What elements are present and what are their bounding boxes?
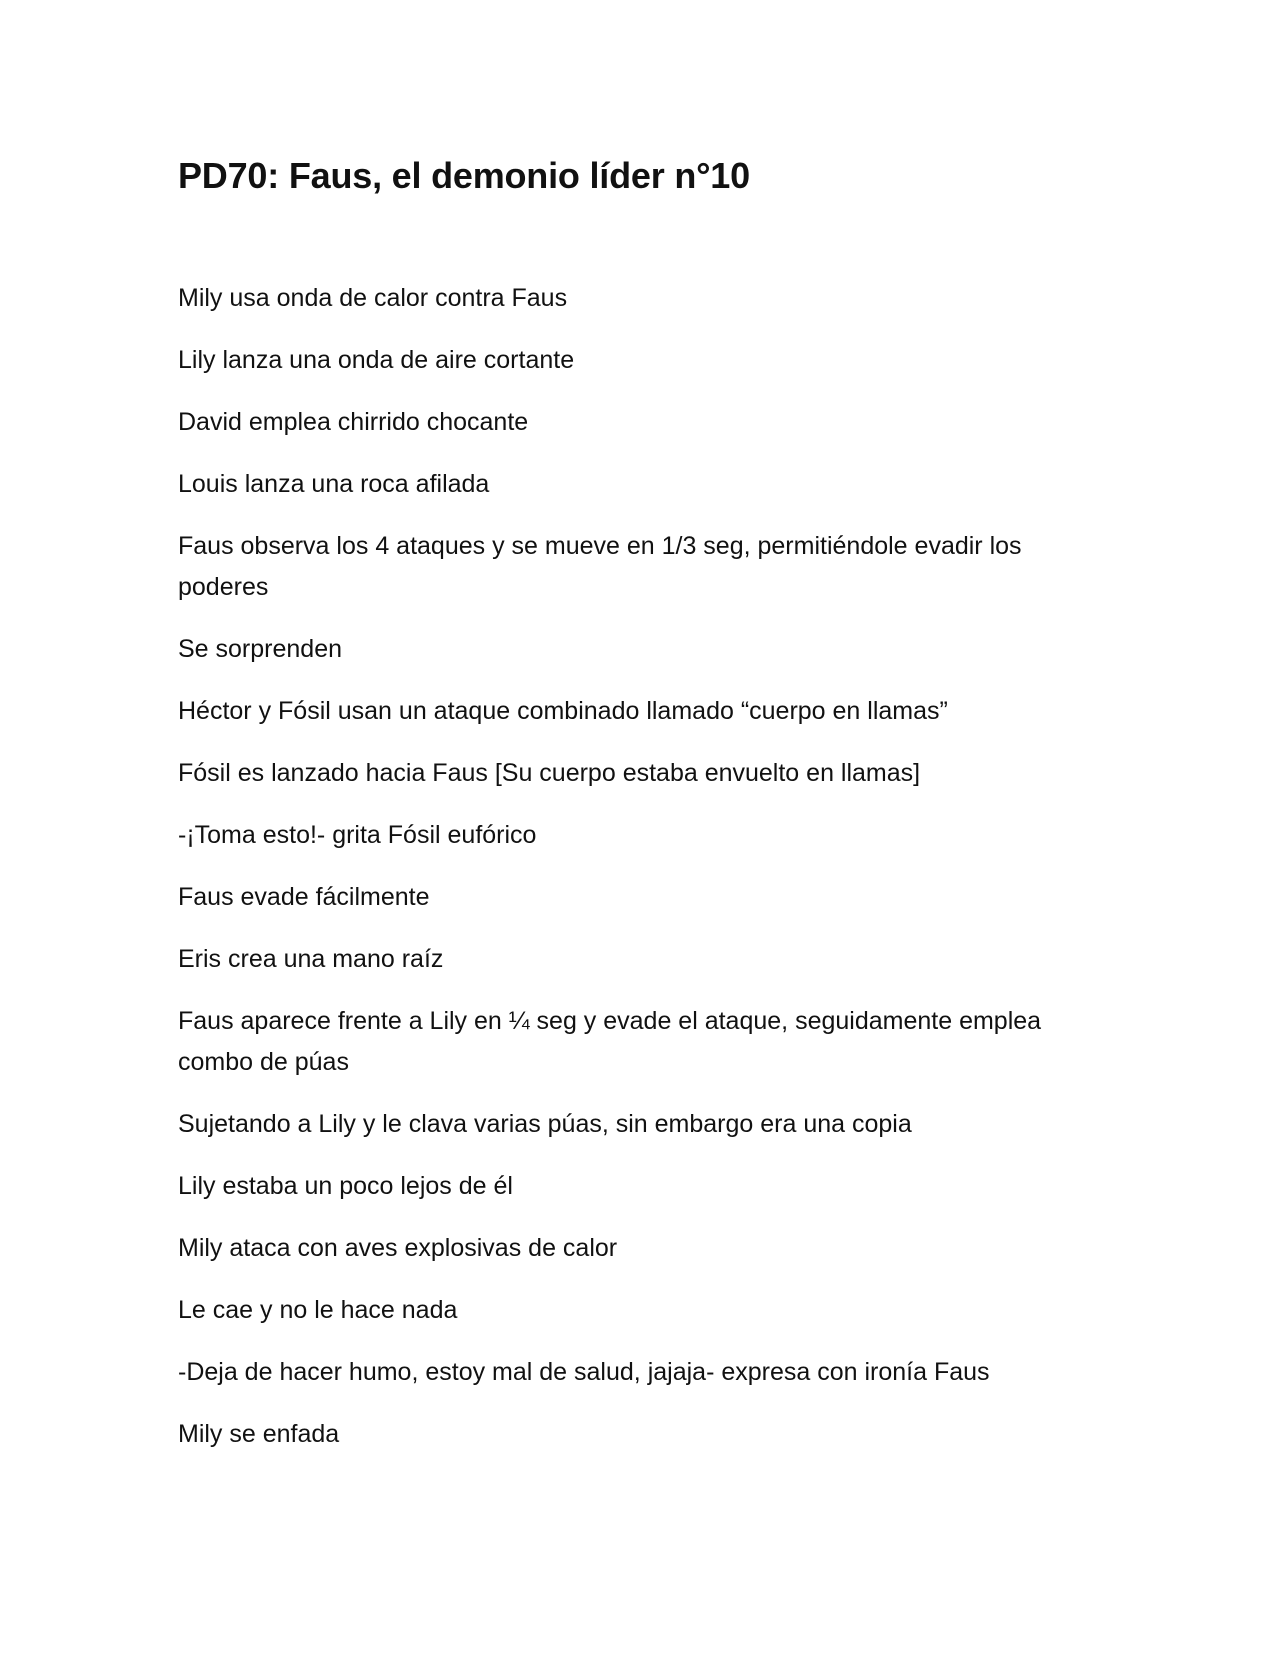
paragraph: Lily lanza una onda de aire cortante bbox=[178, 346, 575, 374]
document-title: PD70: Faus, el demonio líder n°10 bbox=[178, 155, 750, 196]
paragraph: Héctor y Fósil usan un ataque combinado llamado “cuerpo en llamas” bbox=[178, 697, 948, 725]
paragraph: Eris crea una mano raíz bbox=[178, 945, 444, 973]
paragraph: David emplea chirrido chocante bbox=[178, 408, 529, 436]
paragraph: Faus observa los 4 ataques y se mueve en 1/3 seg, permitiéndole evadir los poderes bbox=[178, 532, 1022, 601]
document-body bbox=[178, 150, 1098, 1476]
paragraph: Sujetando a Lily y le clava varias púas, sin embargo era una copia bbox=[178, 1110, 912, 1138]
paragraph: -¡Toma esto!- grita Fósil eufórico bbox=[178, 821, 537, 849]
paragraph: Lily estaba un poco lejos de él bbox=[178, 1172, 513, 1200]
paragraph: Fósil es lanzado hacia Faus [Su cuerpo estaba envuelto en llamas] bbox=[178, 759, 921, 787]
paragraph: Se sorprenden bbox=[178, 635, 343, 663]
paragraph: Le cae y no le hace nada bbox=[178, 1296, 458, 1324]
paragraph: Mily se enfada bbox=[178, 1420, 340, 1448]
paragraph: Faus aparece frente a Lily en ¼ seg y evade el ataque, seguidamente emplea combo de púas bbox=[178, 1007, 1042, 1076]
paragraph: Louis lanza una roca afilada bbox=[178, 470, 490, 498]
paragraph: Mily usa onda de calor contra Faus bbox=[178, 284, 568, 312]
paragraph: -Deja de hacer humo, estoy mal de salud, jajaja- expresa con ironía Faus bbox=[178, 1358, 990, 1386]
paragraph: Mily ataca con aves explosivas de calor bbox=[178, 1234, 618, 1262]
paragraph: Faus evade fácilmente bbox=[178, 883, 430, 911]
paragraph-list bbox=[178, 278, 1098, 1455]
